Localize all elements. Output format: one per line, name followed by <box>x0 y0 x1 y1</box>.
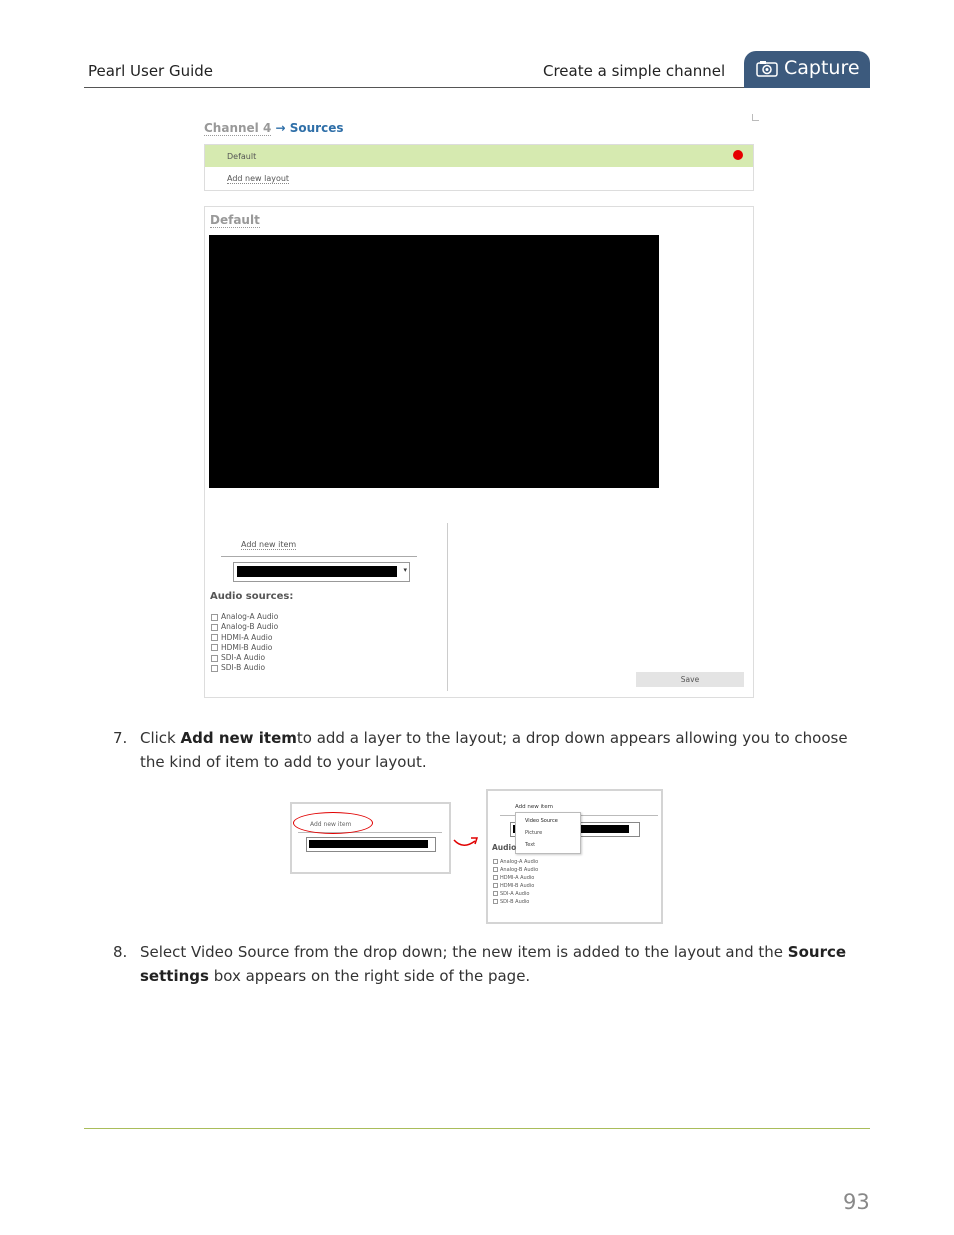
layout-list <box>204 144 754 191</box>
breadcrumb-current: Sources <box>289 121 344 135</box>
thumbnail-select <box>306 837 436 852</box>
add-new-layout-link[interactable]: Add new layout <box>227 174 290 183</box>
footer-rule <box>84 1128 870 1129</box>
step-8-text <box>140 940 862 988</box>
layout-item-default[interactable] <box>205 145 753 167</box>
audio-source-label: HDMI-A Audio <box>221 632 273 642</box>
breadcrumb <box>204 121 344 135</box>
breadcrumb-arrow: → <box>275 121 286 135</box>
audio-source-item[interactable] <box>211 663 278 673</box>
checkbox-icon[interactable] <box>211 634 218 641</box>
checkbox-icon <box>493 883 498 888</box>
step-8-bold: Source settings <box>140 943 847 985</box>
audio-sources-list <box>211 612 278 674</box>
list-item <box>493 858 538 866</box>
checkbox-icon[interactable] <box>211 665 218 672</box>
step-7-pre: Click <box>140 729 181 747</box>
audio-source-label: SDI-A Audio <box>221 653 266 663</box>
panel-title: Default <box>210 213 260 227</box>
corner-mark <box>752 114 759 121</box>
list-item <box>493 890 538 898</box>
thumbnail-before <box>290 802 451 874</box>
capture-tab-label: Capture <box>784 57 860 79</box>
step-7-number: 7. <box>113 729 128 747</box>
audio-sources-heading: Audio sources: <box>210 591 294 602</box>
dropdown-option-picture: Picture <box>525 830 543 836</box>
thumbnail-select-value <box>579 825 629 833</box>
column-divider <box>447 523 448 691</box>
thumbnail-audio-heading: Audio <box>492 843 517 852</box>
audio-source-item[interactable] <box>211 622 278 632</box>
checkbox-icon <box>493 867 498 872</box>
audio-source-label: Analog-A Audio <box>221 612 279 621</box>
thumbnail-add-item-label: Add new item <box>310 821 352 828</box>
thumbnail-add-item-label: Add new item <box>515 804 553 810</box>
list-item <box>493 874 538 882</box>
save-button[interactable]: Save <box>636 672 744 687</box>
audio-source-label: Analog-B Audio <box>221 622 279 632</box>
layout-preview[interactable] <box>209 235 659 488</box>
list-item-label: HDMI-A Audio <box>500 875 535 881</box>
thumbnail-select-value <box>309 840 428 848</box>
thumbnail-audio-list <box>493 858 538 906</box>
audio-source-item[interactable] <box>211 633 278 643</box>
list-item-label: SDI-A Audio <box>500 891 530 897</box>
list-item <box>493 866 538 874</box>
camera-icon <box>756 60 778 77</box>
step-8-number: 8. <box>113 943 128 961</box>
divider <box>221 556 417 557</box>
list-item-label: Analog-A Audio <box>500 859 539 865</box>
step-7-post: to add a layer to the layout; a drop down appears allowing you to choose the kind of item to add to your layout. <box>140 729 848 771</box>
step-7-text <box>140 726 862 774</box>
checkbox-icon[interactable] <box>211 644 218 651</box>
dropdown-option-video-source: Video Source <box>525 818 558 824</box>
list-item <box>493 882 538 890</box>
step-8-pre: Select Video Source from the drop down; the new item is added to the layout and the <box>140 943 788 961</box>
capture-tab <box>744 51 870 88</box>
item-type-dropdown <box>515 812 581 854</box>
section-title: Create a simple channel <box>543 62 726 80</box>
checkbox-icon <box>493 859 498 864</box>
audio-source-item[interactable] <box>211 612 278 622</box>
add-new-item-link[interactable]: Add new item <box>241 540 297 549</box>
item-select[interactable] <box>233 562 410 582</box>
step-7-bold: Add new item <box>180 729 297 747</box>
audio-source-item[interactable] <box>211 653 278 663</box>
curved-arrow-icon <box>451 833 481 853</box>
checkbox-icon <box>493 891 498 896</box>
list-item <box>493 898 538 906</box>
item-select-value <box>237 566 397 577</box>
list-item-label: HDMI-B Audio <box>500 883 535 889</box>
checkbox-icon <box>493 875 498 880</box>
list-item-label: SDI-B Audio <box>500 899 530 905</box>
checkbox-icon <box>493 899 498 904</box>
audio-source-item[interactable] <box>211 643 278 653</box>
step-8-post: box appears on the right side of the page. <box>208 967 531 985</box>
chevron-down-icon: ▾ <box>403 566 407 574</box>
layout-editor-panel <box>204 206 754 698</box>
checkbox-icon[interactable] <box>211 655 218 662</box>
highlight-oval <box>293 812 373 834</box>
page-number: 93 <box>843 1190 870 1214</box>
record-indicator-icon <box>733 150 743 160</box>
checkbox-icon[interactable] <box>211 614 218 621</box>
checkbox-icon[interactable] <box>211 624 218 631</box>
dropdown-option-text: Text <box>525 842 536 848</box>
thumbnail-after <box>486 789 663 924</box>
list-item-label: Analog-B Audio <box>500 867 539 873</box>
audio-source-label: SDI-B Audio <box>221 663 266 673</box>
guide-title: Pearl User Guide <box>88 62 214 80</box>
breadcrumb-channel-link[interactable]: Channel 4 <box>204 121 272 135</box>
layout-item-label: Default <box>227 152 257 161</box>
audio-source-label: HDMI-B Audio <box>221 642 273 652</box>
